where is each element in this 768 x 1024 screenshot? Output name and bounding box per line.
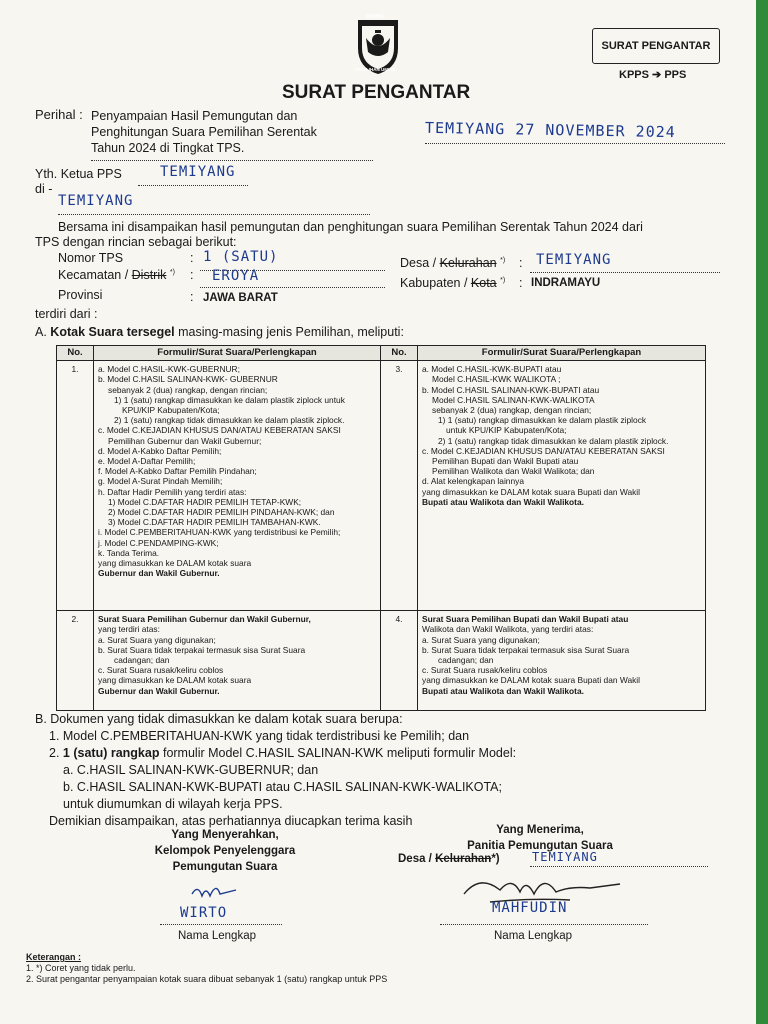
kabupaten-text: Kabupaten / — [400, 276, 471, 290]
list-item: a. Surat Suara yang digunakan; — [98, 634, 216, 645]
row-number: 2. — [57, 611, 94, 711]
list-item: d. Model A-Kabko Daftar Pemilih; — [98, 445, 222, 456]
list-item: b. Model C.HASIL SALINAN-KWK- GUBERNUR — [98, 374, 278, 385]
right-village-value: TEMIYANG — [532, 850, 598, 864]
yth-value: TEMIYANG — [160, 164, 236, 180]
kabupaten-label — [400, 276, 505, 290]
kabupaten-colon: : — [519, 276, 523, 290]
list-item: Bupati atau Walikota dan Wakil Walikota. — [422, 685, 584, 696]
page-title: SURAT PENGANTAR — [282, 82, 471, 103]
header-form-right: Formulir/Surat Suara/Perlengkapan — [418, 346, 706, 361]
provinsi-colon: : — [190, 290, 194, 304]
row-content — [418, 611, 706, 711]
list-item: 1) Model C.DAFTAR HADIR PEMILIH TETAP-KWK; — [108, 496, 302, 507]
section-b-item-2b: b. C.HASIL SALINAN-KWK-BUPATI atau C.HASIL SALINAN-KWK-WALIKOTA; — [63, 780, 502, 794]
nomor-tps-value: 1 (SATU) — [203, 249, 279, 265]
kecamatan-line — [200, 287, 385, 288]
list-item: Gubernur dan Wakil Gubernur. — [98, 568, 220, 579]
section-b-heading: B. Dokumen yang tidak dimasukkan ke dalam kotak suara berupa: — [35, 712, 403, 726]
list-item: Gubernur dan Wakil Gubernur. — [98, 685, 220, 696]
background-edge — [756, 0, 768, 1024]
list-item: yang dimasukkan ke DALAM kotak suara — [98, 558, 252, 569]
row-number: 3. — [381, 361, 418, 611]
nomor-tps-label: Nomor TPS — [58, 251, 124, 265]
route-from: KPPS — [619, 69, 649, 81]
section-b-item-note: untuk diumumkan di wilayah kerja PPS. — [63, 797, 283, 811]
table-row — [57, 611, 706, 711]
list-item: Bupati atau Walikota dan Wakil Walikota. — [422, 496, 584, 507]
perihal-label: Perihal : — [35, 107, 83, 122]
nomor-tps-colon: : — [190, 251, 194, 265]
list-item: b. Surat Suara tidak terpakai termasuk sisa Surat Suara — [422, 644, 630, 655]
logo-text-bottom: PEMILIHAN UMUM — [355, 67, 395, 72]
right-role-2: Panitia Pemungutan Suara — [467, 840, 613, 852]
list-item: yang dimasukkan ke DALAM kotak suara Bupati dan Wakil — [422, 486, 641, 497]
kecamatan-text: Kecamatan / — [58, 268, 132, 282]
row-content — [94, 361, 381, 611]
contents-table — [56, 345, 706, 711]
desa-sup: *) — [500, 256, 506, 264]
desa-colon: : — [519, 256, 523, 270]
notes-title: Keterangan : — [26, 952, 82, 962]
kabupaten-sup: *) — [500, 276, 506, 284]
list-item: j. Model C.PENDAMPING-KWK; — [98, 537, 219, 548]
list-item: h. Daftar Hadir Pemilih yang terdiri atas: — [98, 486, 247, 497]
right-caption: Nama Lengkap — [494, 930, 572, 942]
section-b — [35, 711, 516, 830]
list-item: Surat Suara Pemilihan Gubernur dan Wakil Gubernur, — [98, 614, 311, 625]
section-a-prefix: A. — [35, 325, 47, 339]
list-item: f. Model A-Kabko Daftar Pemilih Pindahan; — [98, 466, 257, 477]
list-item: a. Model C.HASIL-KWK-BUPATI atau — [422, 364, 562, 375]
desa-text: Desa / — [400, 256, 440, 270]
list-item: sebanyak 2 (dua) rangkap, dengan rincian; — [432, 405, 592, 416]
kecamatan-strike: Distrik — [131, 268, 167, 282]
list-item: 2) Model C.DAFTAR HADIR PEMILIH PINDAHAN-KWK; dan — [108, 507, 335, 518]
section-a-heading — [35, 325, 404, 339]
perihal-line-1: Penyampaian Hasil Pemungutan dan — [91, 109, 298, 123]
perihal-underline — [91, 160, 373, 161]
notes — [26, 952, 387, 985]
left-caption: Nama Lengkap — [178, 930, 256, 942]
left-role-1: Yang Menyerahkan, — [171, 829, 279, 841]
table-header-row — [57, 346, 706, 361]
right-role-sup: *) — [491, 853, 500, 865]
list-item: yang dimasukkan ke DALAM kotak suara — [98, 675, 252, 686]
di-line — [58, 214, 370, 215]
left-signature-line — [160, 924, 282, 925]
list-item: 2) 1 (satu) rangkap tidak dimasukkan ke dalam plastik ziplock. — [114, 415, 345, 426]
list-item: yang dimasukkan ke DALAM kotak suara Bupati dan Wakil — [422, 675, 641, 686]
intro-line-2: TPS dengan rincian sebagai berikut: — [35, 235, 237, 249]
left-role-2: Kelompok Penyelenggara — [154, 845, 296, 857]
kecamatan-value: EROYA — [212, 268, 260, 284]
provinsi-label: Provinsi — [58, 288, 103, 302]
right-role-1: Yang Menerima, — [496, 824, 584, 836]
list-item: 3) Model C.DAFTAR HADIR PEMILIH TAMBAHAN-KWK. — [108, 517, 321, 528]
terdiri-dari: terdiri dari : — [35, 307, 98, 321]
list-item: g. Model A-Surat Pindah Memilih; — [98, 476, 223, 487]
list-item: Surat Suara Pemilihan Bupati dan Wakil Bupati atau — [422, 614, 629, 625]
perihal-line-3: Tahun 2024 di Tingkat TPS. — [91, 141, 245, 155]
list-item: c. Surat Suara rusak/keliru coblos — [98, 665, 224, 676]
header-form-left: Formulir/Surat Suara/Perlengkapan — [94, 346, 381, 361]
yth-label: Yth. Ketua PPS — [35, 167, 122, 181]
item-2-rest: formulir Model C.HASIL SALINAN-KWK meliputi formulir Model: — [162, 746, 517, 760]
list-item: c. Surat Suara rusak/keliru coblos — [422, 665, 548, 676]
left-signer-name: WIRTO — [180, 905, 228, 921]
row-content — [94, 611, 381, 711]
right-signer-name: MAHFUDIN — [492, 900, 568, 916]
list-item: k. Tanda Terima. — [98, 547, 160, 558]
list-item: sebanyak 2 (dua) rangkap, dengan rincian; — [108, 384, 268, 395]
list-item: untuk KPU/KIP Kabupaten/Kota; — [446, 425, 567, 436]
section-a-bold: Kotak Suara tersegel — [50, 325, 175, 339]
desa-label — [400, 256, 505, 270]
list-item: i. Model C.PEMBERITAHUAN-KWK yang terdistribusi ke Pemilih; — [98, 527, 341, 538]
route-label — [619, 68, 686, 81]
section-b-item-2a: a. C.HASIL SALINAN-KWK-GUBERNUR; dan — [63, 763, 319, 777]
list-item: Pemilihan Walikota dan Wakil Walikota; dan — [432, 466, 595, 477]
list-item: cadangan; dan — [438, 655, 494, 666]
yth-line — [138, 185, 248, 186]
list-item: d. Alat kelengkapan lainnya — [422, 476, 524, 487]
list-item: c. Model C.KEJADIAN KHUSUS DAN/ATAU KEBERATAN SAKSI — [98, 425, 341, 436]
document-type-box: SURAT PENGANTAR — [592, 28, 720, 64]
logo-text-top: KOMISI — [366, 14, 384, 20]
right-role-3 — [398, 853, 500, 865]
list-item: a. Surat Suara yang digunakan; — [422, 634, 540, 645]
list-item: b. Model C.HASIL SALINAN-KWK-BUPATI atau — [422, 384, 600, 395]
row-number: 4. — [381, 611, 418, 711]
list-item: e. Model A-Daftar Pemilih; — [98, 456, 196, 467]
provinsi-value: JAWA BARAT — [203, 292, 278, 304]
section-b-item-2 — [35, 745, 516, 762]
desa-value: TEMIYANG — [536, 252, 612, 268]
kecamatan-label — [58, 268, 175, 282]
desa-line — [530, 272, 720, 273]
kecamatan-sup: *) — [169, 268, 175, 276]
kabupaten-strike: Kota — [470, 276, 497, 290]
left-role-3: Pemungutan Suara — [172, 861, 278, 873]
note-1: 1. *) Coret yang tidak perlu. — [26, 963, 136, 973]
route-to: PPS — [664, 69, 687, 81]
signature-left-heading — [130, 827, 320, 875]
row-content — [418, 361, 706, 611]
date-line — [425, 143, 725, 144]
list-item: 2) 1 (satu) rangkap tidak dimasukkan ke dalam plastik ziplock. — [438, 435, 669, 446]
right-village-line — [530, 866, 708, 867]
row-number: 1. — [57, 361, 94, 611]
list-item: Walikota dan Wakil Walikota, yang terdiri atas: — [422, 624, 594, 635]
list-item: yang terdiri atas: — [98, 624, 160, 635]
note-2: 2. Surat pengantar penyampaian kotak suara dibuat sebanyak 1 (satu) rangkap untuk PPS — [26, 974, 388, 984]
item-2-bold: 1 (satu) rangkap — [62, 746, 160, 760]
table-row — [57, 361, 706, 611]
section-b-item-1: 1. Model C.PEMBERITAHUAN-KWK yang tidak terdistribusi ke Pemilih; dan — [49, 729, 470, 743]
desa-strike: Kelurahan — [439, 256, 497, 270]
list-item: cadangan; dan — [114, 655, 170, 666]
perihal-text — [91, 108, 317, 156]
item-2-prefix: 2. — [49, 746, 60, 760]
closing-line: Demikian disampaikan, atas perhatiannya diucapkan terima kasih — [49, 814, 413, 828]
list-item: 1) 1 (satu) rangkap dimasukkan ke dalam plastik ziplock untuk — [114, 394, 345, 405]
list-item: Pemilihan Bupati dan Wakil Bupati atau — [432, 456, 579, 467]
list-item: 1) 1 (satu) rangkap dimasukkan ke dalam plastik ziplock — [438, 415, 647, 426]
list-item: Model C.HASIL-KWK WALIKOTA ; — [432, 374, 561, 385]
list-item: Model C.HASIL SALINAN-KWK-WALIKOTA — [432, 394, 595, 405]
header-no-right: No. — [381, 346, 418, 361]
kabupaten-value: INDRAMAYU — [531, 277, 601, 289]
right-signature-line — [440, 924, 648, 925]
arrow-icon: ➔ — [652, 69, 662, 81]
kecamatan-colon: : — [190, 268, 194, 282]
di-value: TEMIYANG — [58, 193, 134, 209]
list-item: KPU/KIP Kabupaten/Kota; — [122, 405, 220, 416]
di-label: di - — [35, 182, 53, 196]
list-item: c. Model C.KEJADIAN KHUSUS DAN/ATAU KEBERATAN SAKSI — [422, 445, 665, 456]
section-a-rest: masing-masing jenis Pemilihan, meliputi: — [178, 325, 404, 339]
list-item: b. Surat Suara tidak terpakai termasuk sisa Surat Suara — [98, 644, 306, 655]
right-role-strike: Kelurahan — [435, 853, 492, 865]
right-role-prefix: Desa / — [398, 853, 436, 865]
perihal-line-2: Penghitungan Suara Pemilihan Serentak — [91, 125, 317, 139]
handwritten-date: TEMIYANG 27 NOVEMBER 2024 — [424, 118, 676, 142]
list-item: Pemilihan Gubernur dan Wakil Gubernur; — [108, 435, 262, 446]
list-item: a. Model C.HASIL-KWK-GUBERNUR; — [98, 364, 240, 375]
header-no-left: No. — [57, 346, 94, 361]
intro-line-1: Bersama ini disampaikan hasil pemungutan dan penghitungan suara Pemilihan Serentak Tahun 2024 dari — [58, 220, 643, 234]
